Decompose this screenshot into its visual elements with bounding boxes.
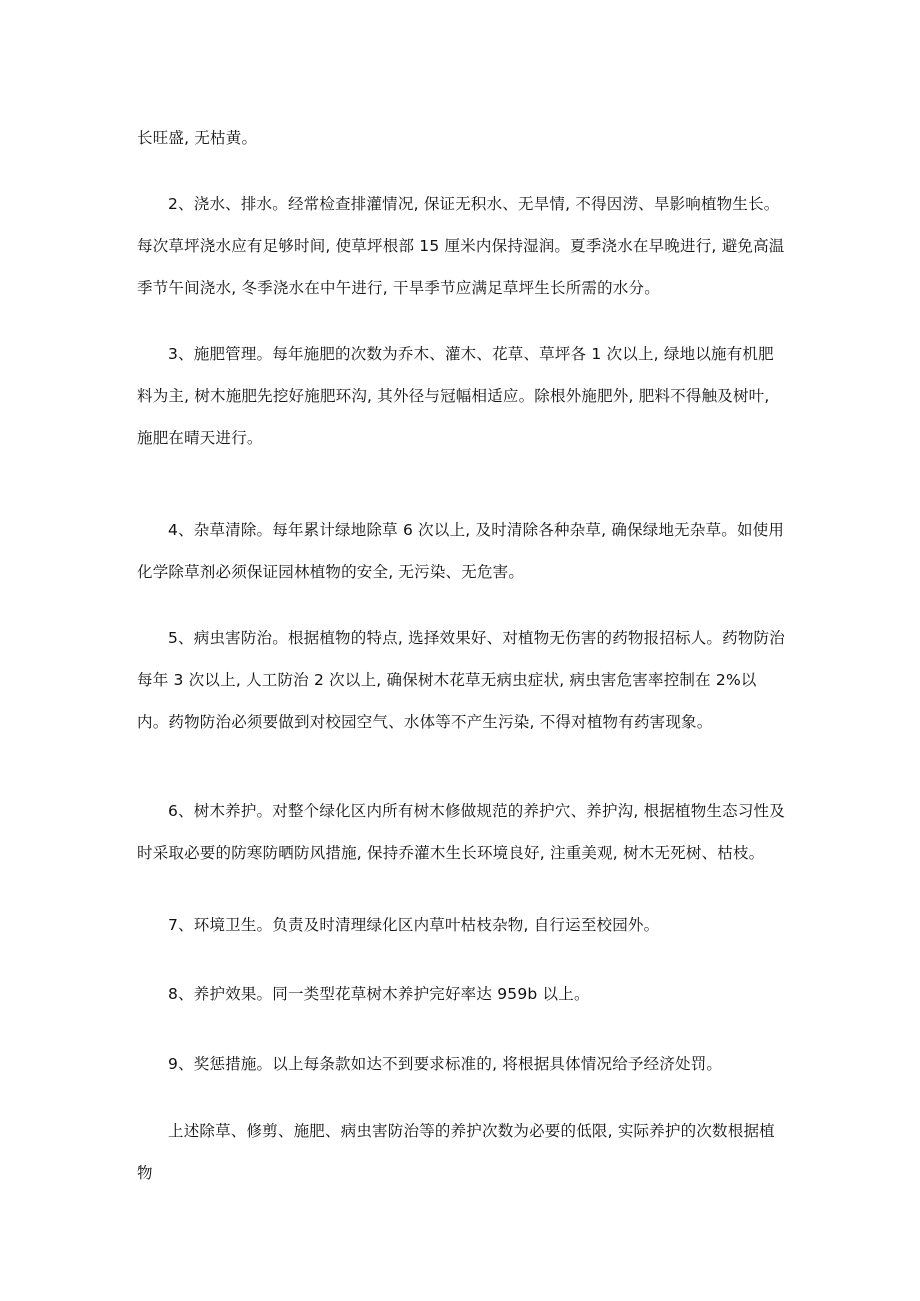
paragraph-pest-control: 5、病虫害防治。根据植物的特点, 选择效果好、对植物无伤害的药物报招标人。药物防治每年 3 次以上, 人工防治 2 次以上, 确保树木花草无病虫症状, 病虫害危害率控制在 2%以内。药物防治必须要做到对校园空气、水体等不产生污染, 不得对植物有药害现象。	[137, 629, 785, 731]
paragraph-fertilizing: 3、施肥管理。每年施肥的次数为乔木、灌木、花草、草坪各 1 次以上, 绿地以施有机肥料为主, 树木施肥先挖好施肥环沟, 其外径与冠幅相适应。除根外施肥外, 肥料不得触及树叶, 施肥在晴天进行。	[137, 345, 774, 447]
paragraph-watering: 2、浇水、排水。经常检查排灌情况, 保证无积水、无旱情, 不得因涝、旱影响植物生长。每次草坪浇水应有足够时间, 使草坪根部 15 厘米内保持湿润。夏季浇水在早晚进行, 避免高温季节午间浇水, 冬季浇水在中午进行, 干旱季节应满足草坪生长所需的水分。	[137, 195, 785, 297]
paragraph-continuation: 长旺盛, 无枯黄。	[137, 129, 258, 147]
paragraph-weeding: 4、杂草清除。每年累计绿地除草 6 次以上, 及时清除各种杂草, 确保绿地无杂草。如使用化学除草剂必须保证园林植物的安全, 无污染、无危害。	[137, 521, 785, 581]
paragraph-rewards-penalties: 9、奖惩措施。以上每条款如达不到要求标准的, 将根据具体情况给予经济处罚。	[168, 1055, 723, 1073]
paragraph-tree-care: 6、树木养护。对整个绿化区内所有树木修做规范的养护穴、养护沟, 根据植物生态习性及时采取必要的防寒防晒防风措施, 保持乔灌木生长环境良好, 注重美观, 树木无死树、枯枝。	[137, 802, 785, 862]
paragraph-summary: 上述除草、修剪、施肥、病虫害防治等的养护次数为必要的低限, 实际养护的次数根据植物	[137, 1122, 775, 1182]
paragraph-sanitation: 7、环境卫生。负责及时清理绿化区内草叶枯枝杂物, 自行运至校园外。	[168, 916, 660, 934]
paragraph-maintenance-effect: 8、养护效果。同一类型花草树木养护完好率达 959b 以上。	[168, 985, 590, 1003]
